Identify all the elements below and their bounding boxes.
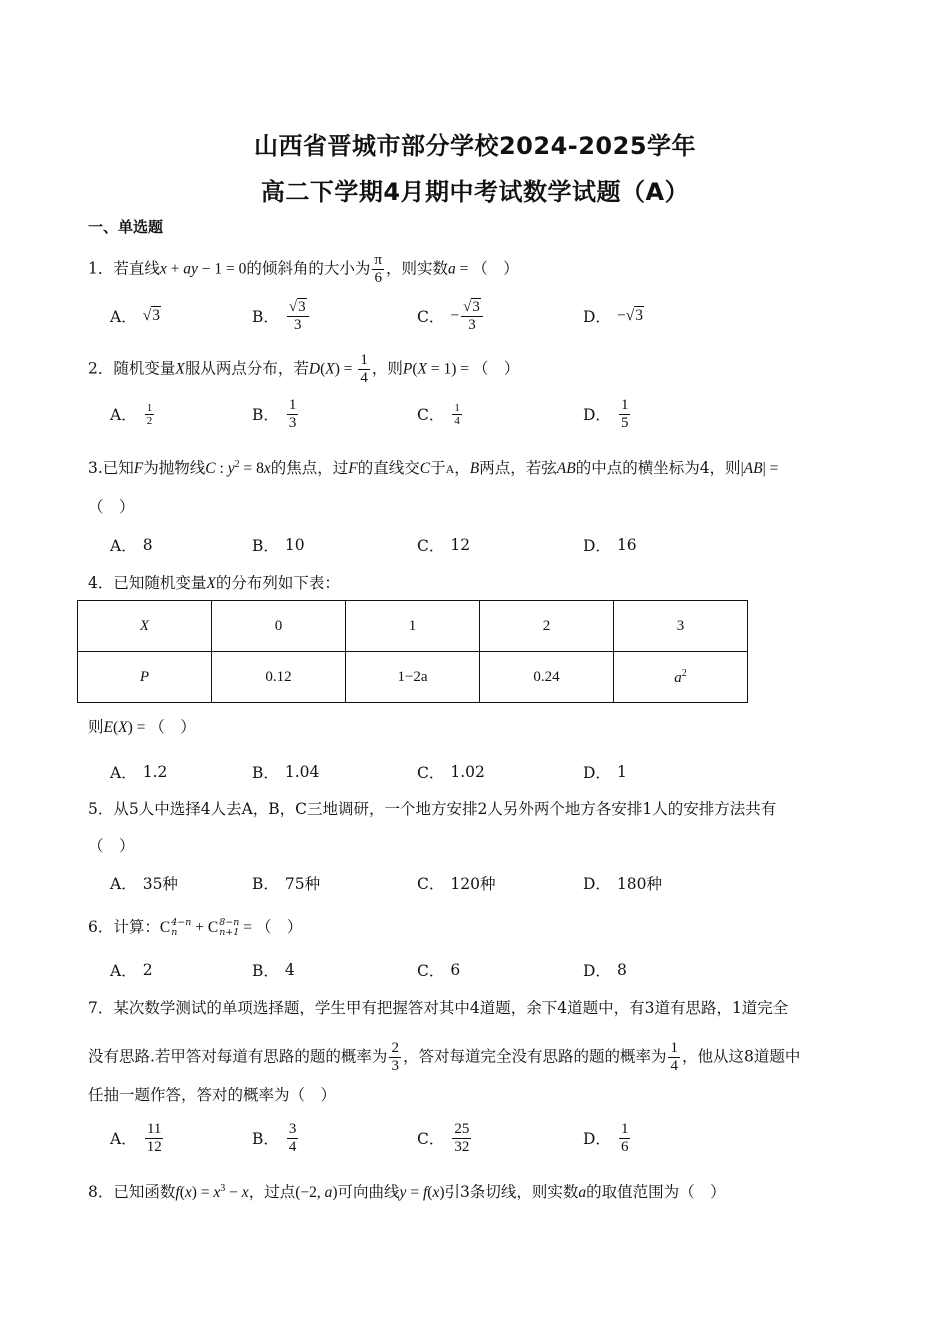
- table-cell: 0.12: [212, 652, 346, 703]
- question-2: 2．随机变量X服从两点分布，若D(X) = $\frac{1}{4}$ ，则P(X = 1) = （ ）: [88, 352, 520, 386]
- table-cell: 1−2a: [346, 652, 480, 703]
- option-a[interactable]: A． 8: [110, 536, 153, 555]
- question-7-line3: 任抽一题作答，答对的概率为（ ）: [88, 1086, 337, 1104]
- option-d[interactable]: D． 180种: [583, 875, 663, 893]
- option-d[interactable]: D． − √3: [583, 307, 643, 326]
- question-6-options: [110, 950, 870, 990]
- distribution-table: [77, 600, 748, 703]
- table-cell: $a^2$: [614, 652, 748, 703]
- option-a[interactable]: A． 35种: [110, 875, 178, 893]
- option-b[interactable]: B． $\frac{3}{4}$: [252, 1120, 297, 1155]
- table-row: [78, 601, 748, 652]
- table-cell: 3: [614, 601, 748, 652]
- exam-title-line1: 山西省晋城市部分学校2024-2025学年: [253, 132, 697, 160]
- question-5: 5．从5人中选择4人去A，B，C三地调研，一个地方安排2人另外两个地方各安排1人的安排方法共有: [88, 800, 777, 818]
- option-d[interactable]: D． 8: [583, 961, 627, 980]
- question-3: 3.已知F为抛物线C : $y^2 = 8x$的焦点，过F的直线交C于A，B两点，若弦AB的中点的横坐标为4，则|AB| =: [88, 459, 779, 478]
- table-cell: P: [78, 652, 212, 703]
- question-4-ask: 则E(X) = （ ）: [88, 718, 196, 736]
- question-4-options: [110, 752, 870, 792]
- table-cell: 2: [480, 601, 614, 652]
- option-b[interactable]: B． 4: [252, 961, 295, 980]
- option-b[interactable]: B． $\frac{1}{3}$: [252, 396, 297, 431]
- table-row: [78, 652, 748, 703]
- table-cell: 0.24: [480, 652, 614, 703]
- option-b[interactable]: B． 75种: [252, 875, 321, 893]
- option-d[interactable]: D． 16: [583, 536, 637, 555]
- table-cell: X: [78, 601, 212, 652]
- option-b[interactable]: B． 10: [252, 536, 305, 555]
- option-c[interactable]: C． − $\frac{√3}{3}$: [417, 296, 485, 336]
- section-heading: 一、单选题: [88, 218, 164, 236]
- option-a[interactable]: A． 1.2: [110, 763, 168, 782]
- option-c[interactable]: C． $\frac{1}{4}$: [417, 401, 460, 427]
- option-b[interactable]: B． 1.04: [252, 763, 320, 782]
- question-4: 4．已知随机变量X的分布列如下表：: [88, 574, 340, 592]
- option-c[interactable]: C． 1.02: [417, 763, 485, 782]
- option-d[interactable]: D． $\frac{1}{5}$: [583, 396, 629, 431]
- option-a[interactable]: A． 2: [110, 961, 153, 980]
- question-6: 6．计算：C 4−n n + C 8−n n+1 = （ ）: [88, 917, 303, 938]
- question-7-line2: 没有思路.若甲答对每道有思路的题的概率为 $\frac{2}{3}$ ，答对每道完全没有思路的题的概率为 $\frac{1}{4}$ ，他从这8道题中: [88, 1040, 801, 1074]
- option-a[interactable]: A． $\frac{1}{2}$: [110, 401, 153, 427]
- question-2-options: [110, 394, 870, 434]
- option-a[interactable]: A． √3: [110, 307, 160, 326]
- option-c[interactable]: C． $\frac{25}{32}$: [417, 1120, 470, 1155]
- option-c[interactable]: C． 120种: [417, 875, 496, 893]
- question-8: 8．已知函数$f(x) = x^3 - x$，过点(−2, a)可向曲线y = f(x)引3条切线，则实数a的取值范围为（ ）: [88, 1183, 726, 1202]
- option-d[interactable]: D． $\frac{1}{6}$: [583, 1120, 629, 1155]
- question-3-bracket: （ ）: [88, 498, 135, 516]
- table-cell: 1: [346, 601, 480, 652]
- exam-title-line2: 高二下学期4月期中考试数学试题（A）: [260, 178, 690, 206]
- question-7-options: [110, 1118, 870, 1158]
- option-a[interactable]: A． $\frac{11}{12}$: [110, 1120, 162, 1155]
- question-7-line1: 7．某次数学测试的单项选择题，学生甲有把握答对其中4道题，余下4道题中，有3道有思路，1道完全: [88, 999, 789, 1017]
- option-d[interactable]: D． 1: [583, 763, 627, 782]
- option-c[interactable]: C． 12: [417, 536, 471, 555]
- option-b[interactable]: B． $\frac{√3}{3}$: [252, 296, 311, 336]
- question-3-options: [110, 525, 870, 565]
- table-cell: 0: [212, 601, 346, 652]
- question-5-options: [110, 863, 870, 903]
- question-5-bracket: （ ）: [88, 837, 135, 855]
- option-c[interactable]: C． 6: [417, 961, 461, 980]
- question-1-options: [110, 296, 870, 336]
- question-1: 1．若直线x + ay − 1 = 0的倾斜角的大小为 $\frac{\pi}{6}$ ，则实数a = （ ）: [88, 252, 519, 286]
